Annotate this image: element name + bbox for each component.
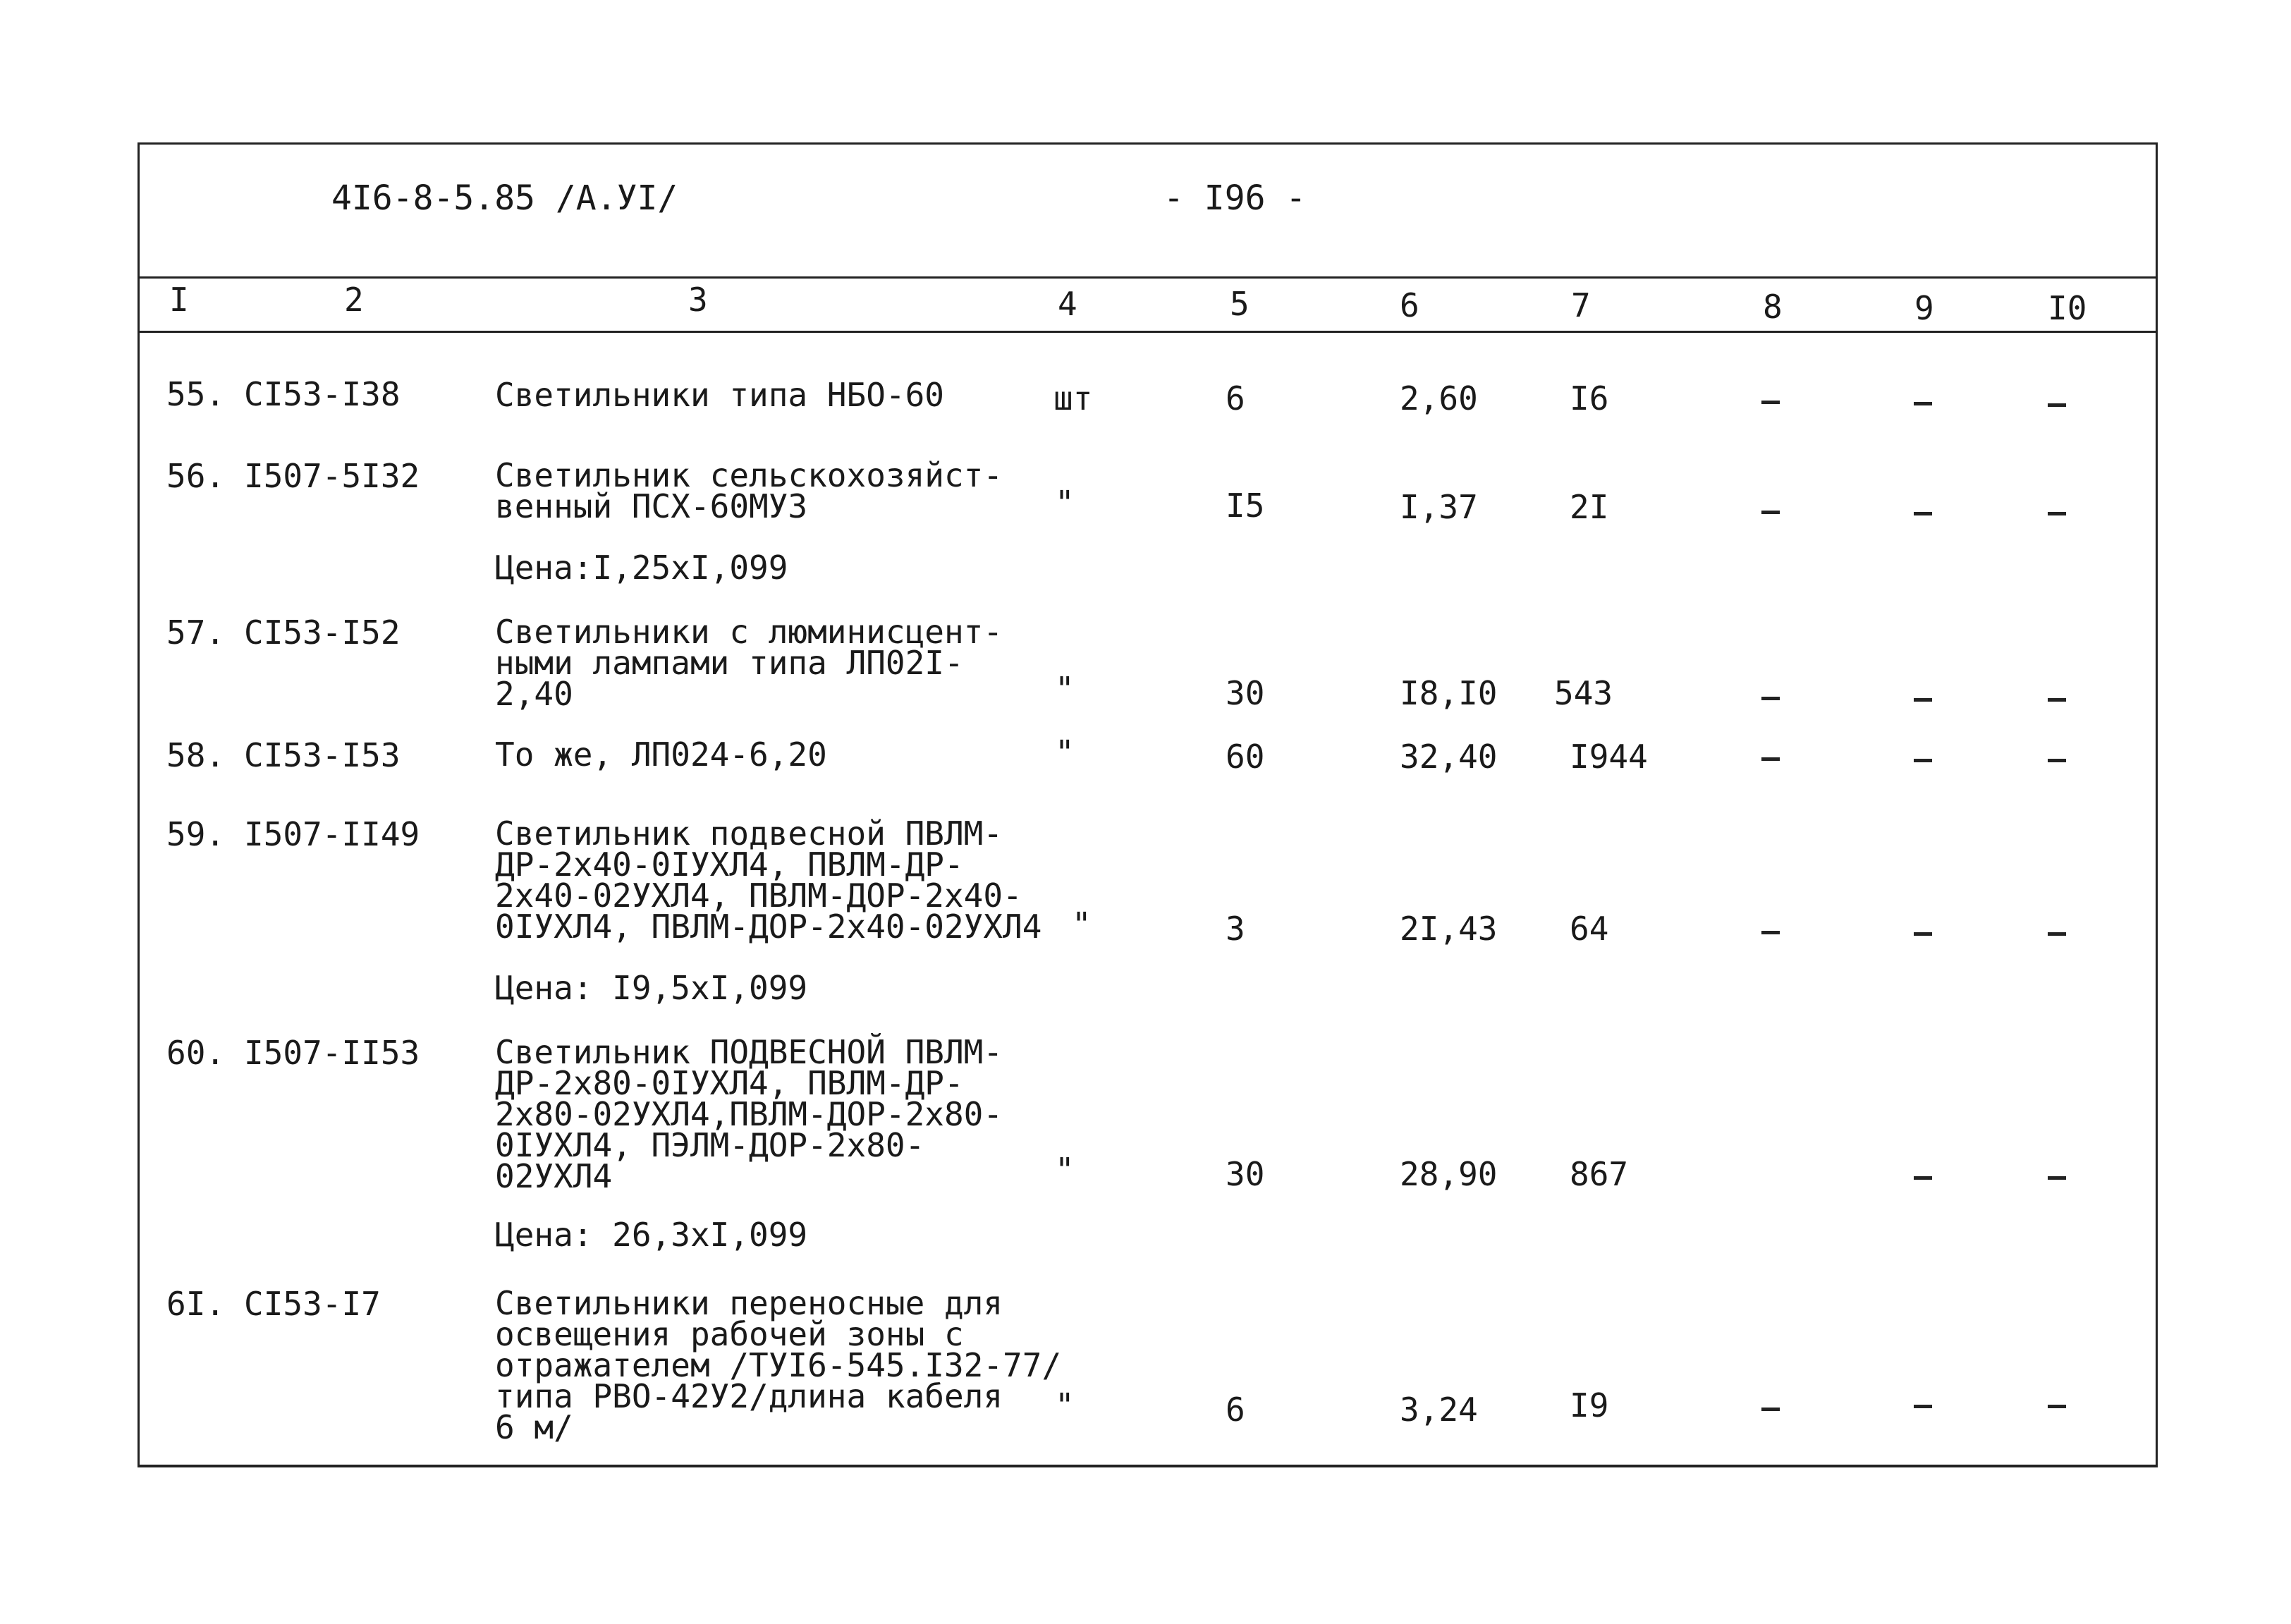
dash-col-10 — [2048, 759, 2066, 762]
row-number: 58. — [166, 736, 226, 774]
row-description: Светильник подвесной ПВЛМ- ДР-2x40-0IУХЛ4, ПВЛМ-ДР- 2x40-02УХЛ4, ПВЛМ-ДОР-2x40- 0IУХЛ4, ПВЛМ-ДОР-2x40-02УХЛ4 — [495, 814, 1042, 946]
row-price-note: Цена: I9,5xI,099 — [495, 969, 808, 1007]
row-unit: шт — [1053, 379, 1093, 417]
dash-col-9 — [1914, 402, 1932, 405]
row-description: Светильники типа НБО-60 — [495, 376, 944, 414]
page-number: - I96 - — [1163, 178, 1307, 218]
row-number: 60. — [166, 1034, 226, 1072]
row-code: I507-5I32 — [244, 457, 420, 495]
row-unit-price: 2,60 — [1400, 379, 1478, 417]
row-total: I9 — [1570, 1386, 1609, 1424]
dash-col-9 — [1914, 1405, 1932, 1408]
header-rule-top — [138, 276, 2158, 279]
row-unit: " — [1055, 733, 1075, 771]
dash-col-8 — [1761, 697, 1780, 700]
header-rule-bottom — [138, 331, 2158, 333]
row-description: То же, ЛП024-6,20 — [495, 735, 827, 774]
row-number: 55. — [166, 375, 226, 413]
table-frame — [138, 142, 2158, 1467]
row-unit: " — [1055, 670, 1075, 708]
row-quantity: 60 — [1226, 738, 1265, 776]
dash-col-10 — [2048, 932, 2066, 936]
row-total: I6 — [1570, 379, 1609, 417]
col-header-4: 4 — [1058, 285, 1077, 323]
dash-col-9 — [1914, 932, 1932, 936]
row-description: Светильники с люминисцент- ными лампами типа ЛП02I- 2,40 — [495, 613, 1003, 713]
row-total: 543 — [1554, 674, 1613, 712]
dash-col-8 — [1761, 1408, 1780, 1411]
col-header-3: 3 — [688, 281, 708, 319]
row-total: 867 — [1570, 1155, 1629, 1193]
col-header-10: I0 — [2048, 289, 2087, 327]
col-header-2: 2 — [344, 281, 364, 319]
dash-col-8 — [1761, 931, 1780, 934]
row-quantity: I5 — [1226, 487, 1265, 525]
row-number: 6I. — [166, 1285, 226, 1323]
row-unit: " — [1055, 1386, 1075, 1424]
row-number: 59. — [166, 815, 226, 853]
row-description: Светильники переносные для освещения рабочей зоны с отражателем /ТУI6-545.I32-77/ типа РВО-42У2/длина кабеля 6 м/ — [495, 1284, 1062, 1446]
row-unit-price: 2I,43 — [1400, 910, 1498, 948]
row-unit-price: 3,24 — [1400, 1391, 1478, 1429]
dash-col-8 — [1761, 757, 1780, 761]
dash-col-9 — [1914, 759, 1932, 762]
row-total: 2I — [1570, 488, 1609, 526]
row-unit: " — [1072, 905, 1092, 944]
dash-col-9 — [1914, 512, 1932, 515]
document-code: 4I6-8-5.85 /А.УI/ — [331, 178, 678, 218]
dash-col-10 — [2048, 698, 2066, 702]
dash-col-10 — [2048, 1176, 2066, 1180]
dash-col-10 — [2048, 1405, 2066, 1408]
row-total: 64 — [1570, 910, 1609, 948]
dash-col-8 — [1761, 511, 1780, 514]
row-number: 57. — [166, 613, 226, 652]
row-description: Светильник ПОДВЕСНОЙ ПВЛМ- ДР-2x80-0IУХЛ4, ПВЛМ-ДР- 2x80-02УХЛ4,ПВЛМ-ДОР-2x80- 0IУХЛ4, ПЭЛМ-ДОР-2x80- 02УХЛ4 — [495, 1033, 1003, 1195]
row-unit-price: 28,90 — [1400, 1155, 1498, 1193]
row-quantity: 6 — [1226, 1391, 1245, 1429]
col-header-1: I — [169, 281, 189, 319]
row-code: I507-II53 — [244, 1034, 420, 1072]
col-header-6: 6 — [1400, 286, 1419, 324]
row-number: 56. — [166, 457, 226, 495]
dash-col-10 — [2048, 403, 2066, 407]
row-quantity: 30 — [1226, 1155, 1265, 1193]
row-unit-price: I,37 — [1400, 488, 1478, 526]
row-code: CI53-I53 — [244, 736, 401, 774]
row-price-note: Цена:I,25xI,099 — [495, 549, 788, 587]
dash-col-10 — [2048, 512, 2066, 515]
row-price-note: Цена: 26,3xI,099 — [495, 1216, 808, 1254]
row-description: Светильник сельскохозяйст- венный ПСХ-60МУЗ — [495, 456, 1003, 525]
row-code: CI53-I7 — [244, 1285, 381, 1323]
dash-col-9 — [1914, 698, 1932, 702]
col-header-8: 8 — [1763, 288, 1783, 326]
row-unit-price: 32,40 — [1400, 738, 1498, 776]
col-header-9: 9 — [1914, 289, 1934, 327]
dash-col-9 — [1914, 1176, 1932, 1180]
col-header-5: 5 — [1230, 285, 1250, 323]
row-code: CI53-I52 — [244, 613, 401, 652]
row-quantity: 6 — [1226, 379, 1245, 417]
row-quantity: 3 — [1226, 910, 1245, 948]
dash-col-8 — [1761, 401, 1780, 404]
row-code: I507-II49 — [244, 815, 420, 853]
row-total: I944 — [1570, 738, 1648, 776]
row-unit: " — [1055, 1151, 1075, 1189]
row-unit: " — [1055, 484, 1075, 522]
col-header-7: 7 — [1571, 286, 1591, 324]
row-quantity: 30 — [1226, 674, 1265, 712]
row-code: CI53-I38 — [244, 375, 401, 413]
row-unit-price: I8,I0 — [1400, 674, 1498, 712]
